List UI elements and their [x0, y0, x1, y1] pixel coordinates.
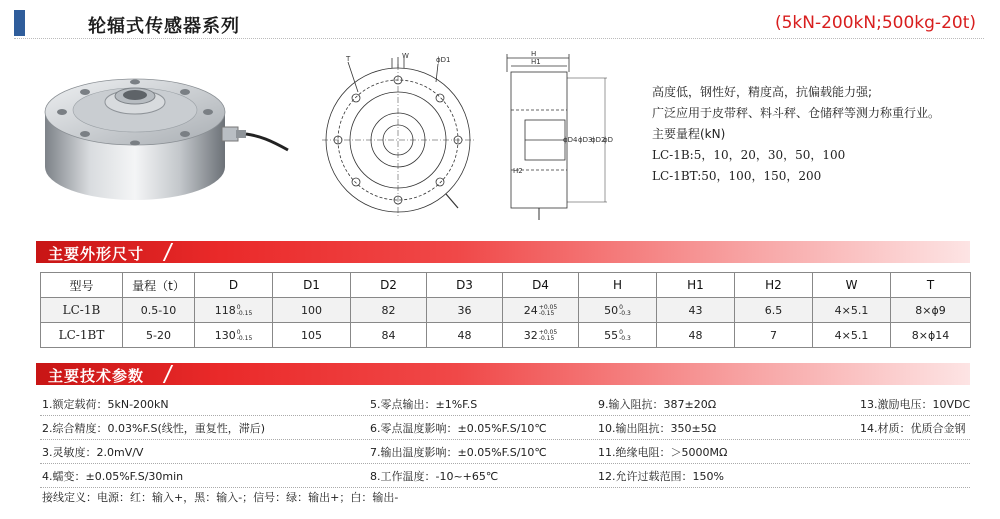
cell-d: 130 0 -0.15 [195, 323, 273, 348]
label-d2: ϕD2 [591, 136, 606, 144]
section-header-dimensions [36, 241, 970, 263]
cell-d3: 48 [427, 323, 503, 348]
table-row [41, 298, 971, 323]
spec-item: 1.额定载荷：5kN-200kN [42, 398, 169, 411]
col-w: W [813, 273, 891, 298]
col-h1: H1 [657, 273, 735, 298]
cell-range: 0.5-10 [123, 298, 195, 323]
col-h2: H2 [735, 273, 813, 298]
header-divider [14, 38, 984, 39]
page-title: 轮辐式传感器系列 [88, 16, 240, 37]
col-d1: D1 [273, 273, 351, 298]
cell-d2: 84 [351, 323, 427, 348]
spec-item: 7.输出温度影响：±0.05%F.S/10℃ [370, 446, 547, 459]
header-accent-bar [14, 10, 25, 36]
desc-line-1: 高度低，钢性好，精度高，抗偏载能力强; [652, 85, 873, 99]
spec-item: 4.蠕变：±0.05%F.S/30min [42, 470, 184, 483]
desc-line-2: 广泛应用于皮带秤、料斗秤、仓储秤等测力称重行业。 [652, 106, 941, 120]
spec-row [40, 440, 970, 464]
spec-item: 12.允许过载范围：150% [598, 470, 724, 483]
range-lc1b: LC-1B:5，10，20，30，50，100 [652, 148, 846, 162]
label-d1: ϕD1 [436, 56, 451, 64]
cell-h: 50 0 -0.3 [579, 298, 657, 323]
cell-h1: 48 [657, 323, 735, 348]
cell-w: 4×5.1 [813, 323, 891, 348]
cell-d4: 32 +0.05 -0.15 [503, 323, 579, 348]
spec-row [40, 464, 970, 488]
col-t: T [891, 273, 971, 298]
cell-h: 55 0 -0.3 [579, 323, 657, 348]
spec-item: 13.激励电压：10VDC [860, 398, 971, 411]
col-d2: D2 [351, 273, 427, 298]
section-title-dimensions: 主要外形尺寸 [48, 245, 145, 263]
label-d3: ϕD3 [578, 136, 593, 144]
spec-row [40, 416, 970, 440]
label-d: ϕD [603, 136, 614, 144]
label-w: W [402, 52, 409, 60]
label-d4: ϕD4 [563, 136, 578, 144]
cell-t: 8×ϕ14 [891, 323, 971, 348]
spec-item: 6.零点温度影响：±0.05%F.S/10℃ [370, 422, 547, 435]
col-range: 量程（t） [123, 273, 195, 298]
side-view-drawing [497, 50, 612, 220]
product-description [652, 82, 940, 187]
col-h: H [579, 273, 657, 298]
cell-range: 5-20 [123, 323, 195, 348]
cell-d2: 82 [351, 298, 427, 323]
cell-d4: 24 +0.05 -0.15 [503, 298, 579, 323]
cell-t: 8×ϕ9 [891, 298, 971, 323]
spec-item: 14.材质：优质合金钢 [860, 422, 966, 435]
spec-item: 10.输出阻抗：350±5Ω [598, 422, 717, 435]
spec-row [40, 392, 970, 416]
range-title: 主要量程(kN) [652, 127, 726, 141]
front-view-drawing [318, 52, 478, 222]
spec-item: 5.零点输出：±1%F.S [370, 398, 478, 411]
spec-item: 3.灵敏度：2.0mV/V [42, 446, 144, 459]
table-row [41, 323, 971, 348]
cell-d1: 105 [273, 323, 351, 348]
load-cell-photo [40, 72, 290, 202]
capacity-range: (5kN-200kN;500kg-20t) [774, 13, 976, 33]
cell-h1: 43 [657, 298, 735, 323]
col-model: 型号 [41, 273, 123, 298]
dimension-table [40, 272, 971, 348]
label-t: T [346, 55, 351, 63]
wiring-definition: 接线定义：电源：红：输入+，黑：输入-；信号：绿：输出+；白：输出- [42, 491, 399, 504]
spec-item: 11.绝缘电阻：＞5000MΩ [598, 446, 728, 459]
cell-h2: 7 [735, 323, 813, 348]
col-d: D [195, 273, 273, 298]
section-header-specs [36, 363, 970, 385]
label-h1: H1 [531, 58, 541, 66]
spec-list [40, 392, 970, 488]
cell-d: 118 0 -0.15 [195, 298, 273, 323]
cell-model: LC-1BT [41, 323, 123, 348]
range-lc1bt: LC-1BT:50，100，150，200 [652, 169, 822, 183]
section-title-specs: 主要技术参数 [48, 367, 145, 385]
spec-item: 9.输入阻抗：387±20Ω [598, 398, 717, 411]
spec-item: 8.工作温度：-10~+65℃ [370, 470, 499, 483]
cell-d3: 36 [427, 298, 503, 323]
col-d4: D4 [503, 273, 579, 298]
cell-h2: 6.5 [735, 298, 813, 323]
cell-model: LC-1B [41, 298, 123, 323]
cell-w: 4×5.1 [813, 298, 891, 323]
label-h2: H2 [513, 167, 523, 175]
label-h: H [531, 50, 537, 58]
cell-d1: 100 [273, 298, 351, 323]
col-d3: D3 [427, 273, 503, 298]
spec-item: 2.综合精度：0.03%F.S(线性，重复性，滞后) [42, 422, 266, 435]
table-header-row [41, 273, 971, 298]
